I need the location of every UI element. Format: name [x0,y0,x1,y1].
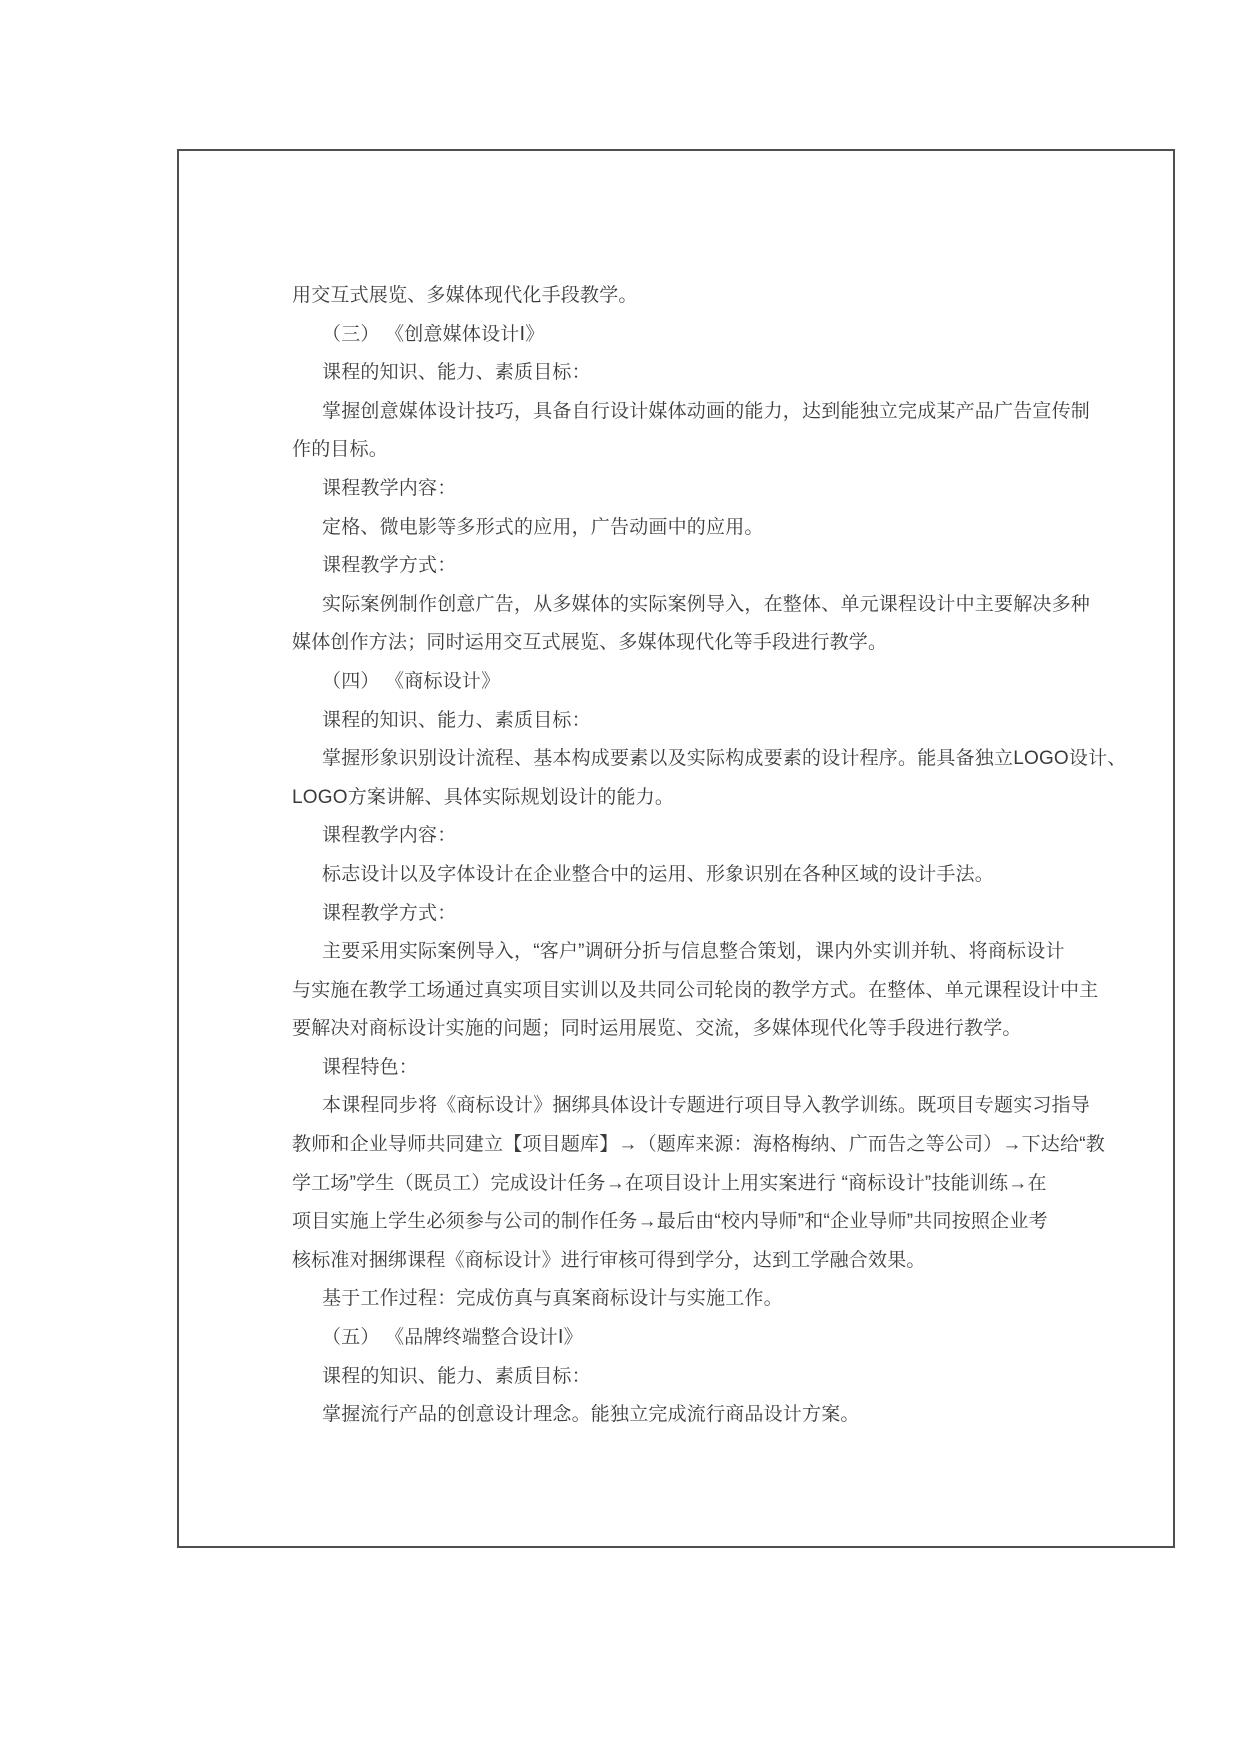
text-line: 本课程同步将《商标设计》捆绑具体设计专题进行项目导入教学训练。既项目专题实习指导 [322,1095,1091,1117]
text-line: 基于工作过程：完成仿真与真案商标设计与实施工作。 [322,1288,783,1310]
text-line: 要解决对商标设计实施的问题；同时运用展览、交流，多媒体现代化等手段进行教学。 [292,1018,1022,1040]
text-line: 课程特色： [322,1056,419,1078]
text-line: 课程教学内容： [322,477,457,499]
text-line: 课程的知识、能力、素质目标： [322,362,591,384]
text-line: 标志设计以及字体设计在企业整合中的运用、形象识别在各种区域的设计手法。 [322,863,995,885]
text-line: 项目实施上学生必须参与公司的制作任务→最后由“校内导师”和“企业导师”共同按照企业考 [292,1211,1048,1233]
text-line: 掌握流行产品的创意设计理念。能独立完成流行商品设计方案。 [322,1404,860,1426]
text-line: 学工场”学生（既员工）完成设计任务→在项目设计上用实案进行 “商标设计”技能训练→在 [292,1172,1047,1194]
text-line: 教师和企业导师共同建立【项目题库】→（题库来源：海格梅纳、广而告之等公司）→下达给“教 [292,1134,1105,1156]
text-block [292,277,1127,1435]
text-line: 实际案例制作创意广告，从多媒体的实际案例导入，在整体、单元课程设计中主要解决多种 [322,593,1091,615]
text-line: 课程的知识、能力、素质目标： [322,709,591,731]
text-line: LOGO方案讲解、具体实际规划设计的能力。 [292,786,675,808]
text-line: 课程教学方式： [322,902,457,924]
text-line: （五） 《品牌终端整合设计Ⅰ》 [322,1327,583,1349]
text-line: 与实施在教学工场通过真实项目实训以及共同公司轮岗的教学方式。在整体、单元课程设计中主 [292,979,1099,1001]
text-line: 课程教学方式： [322,555,457,577]
text-line: 作的目标。 [292,439,389,461]
text-line: 用交互式展览、多媒体现代化手段教学。 [292,285,638,306]
document-table-cell [177,149,1175,1548]
text-line: 定格、微电影等多形式的应用，广告动画中的应用。 [322,516,764,538]
text-line: （三） 《创意媒体设计Ⅰ》 [322,323,545,345]
text-line: 媒体创作方法；同时运用交互式展览、多媒体现代化等手段进行教学。 [292,632,888,654]
text-line: 掌握形象识别设计流程、基本构成要素以及实际构成要素的设计程序。能具备独立LOGO设计、 [322,748,1127,770]
text-line: 课程的知识、能力、素质目标： [322,1365,591,1387]
text-line: 核标准对捆绑课程《商标设计》进行审核可得到学分，达到工学融合效果。 [292,1249,926,1271]
text-line: 掌握创意媒体设计技巧，具备自行设计媒体动画的能力，达到能独立完成某产品广告宣传制 [322,400,1091,422]
text-line: 主要采用实际案例导入，“客户”调研分折与信息整合策划，课内外实训并轨、将商标设计 [322,941,1065,963]
text-line: 课程教学内容： [322,825,457,847]
text-line: （四） 《商标设计》 [322,670,501,692]
